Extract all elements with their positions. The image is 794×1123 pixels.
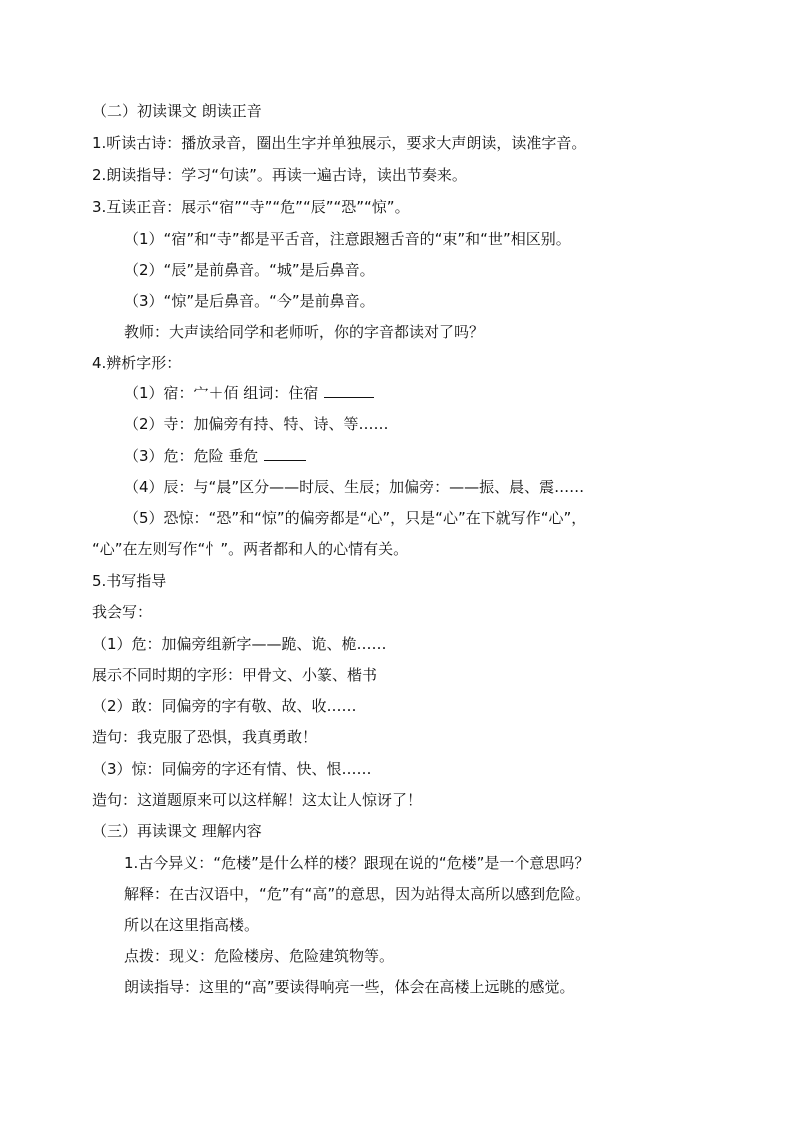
paragraph-3-item-2: （2）“辰”是前鼻音。“城”是后鼻音。 [124,261,375,279]
teacher-prompt: 教师：大声读给同学和老师听，你的字音都读对了吗？ [124,323,485,341]
question-1: 1.古今异义：“危楼”是什么样的楼？跟现在说的“危楼”是一个意思吗？ [124,854,590,872]
paragraph-2: 2.朗读指导：学习“句读”。再读一遍古诗，读出节奏来。 [92,166,467,184]
paragraph-4-item-3-text: （3）危：危险 垂危 [124,447,259,465]
paragraph-1: 1.听读古诗：播放录音，圈出生字并单独展示，要求大声朗读，读准字音。 [92,134,587,152]
paragraph-4-item-5b: “心”在左则写作“忄”。两者都和人的心情有关。 [92,540,409,558]
paragraph-4-item-4: （4）辰：与“晨”区分——时辰、生辰；加偏旁：——振、晨、震…… [124,478,585,496]
question-1-hint: 点拨：现义：危险楼房、危险建筑物等。 [124,947,395,965]
paragraph-5-item-1: （1）危：加偏旁组新字——跪、诡、桅…… [92,635,387,653]
question-1-reading-guide: 朗读指导：这里的“高”要读得响亮一些，体会在高楼上远眺的感觉。 [124,978,575,996]
paragraph-5-intro: 我会写： [92,603,153,621]
fill-blank-line [324,383,374,398]
question-1-explanation: 解释：在古汉语中，“危”有“高”的意思，因为站得太高所以感到危险。 [124,885,591,903]
section-heading-2: （二）初读课文 朗读正音 [92,102,262,120]
paragraph-4: 4.辨析字形： [92,354,182,372]
paragraph-5-item-3b: 造句：这道题原来可以这样解！这太让人惊讶了！ [92,791,423,809]
paragraph-5-item-1b: 展示不同时期的字形：甲骨文、小篆、楷书 [92,666,378,684]
paragraph-5: 5.书写指导 [92,572,167,590]
paragraph-4-item-1-text: （1）宿：宀＋佰 组词：住宿 [124,384,319,402]
paragraph-5-item-3: （3）惊：同偏旁的字还有情、快、恨…… [92,760,372,778]
paragraph-5-item-2b: 造句：我克服了恐惧，我真勇敢！ [92,728,318,746]
paragraph-3-item-1: （1）“宿”和“寺”都是平舌音，注意跟翘舌音的“束”和“世”相区别。 [124,230,571,248]
question-1-explanation-2: 所以在这里指高楼。 [124,916,260,934]
paragraph-4-item-1 [124,383,374,403]
paragraph-4-item-3 [124,446,306,466]
paragraph-5-item-2: （2）敢：同偏旁的字有敬、故、收…… [92,697,357,715]
paragraph-4-item-5a: （5）恐惊：“恐”和“惊”的偏旁都是“心”，只是“心”在下就写作“心”， [124,509,587,527]
paragraph-3-item-3: （3）“惊”是后鼻音。“今”是前鼻音。 [124,292,375,310]
paragraph-4-item-2: （2）寺：加偏旁有持、特、诗、等…… [124,415,389,433]
section-heading-3: （三）再读课文 理解内容 [92,822,262,840]
paragraph-3: 3.互读正音：展示“宿”“寺”“危”“辰”“恐”“惊”。 [92,198,410,216]
fill-blank-line [264,446,306,461]
